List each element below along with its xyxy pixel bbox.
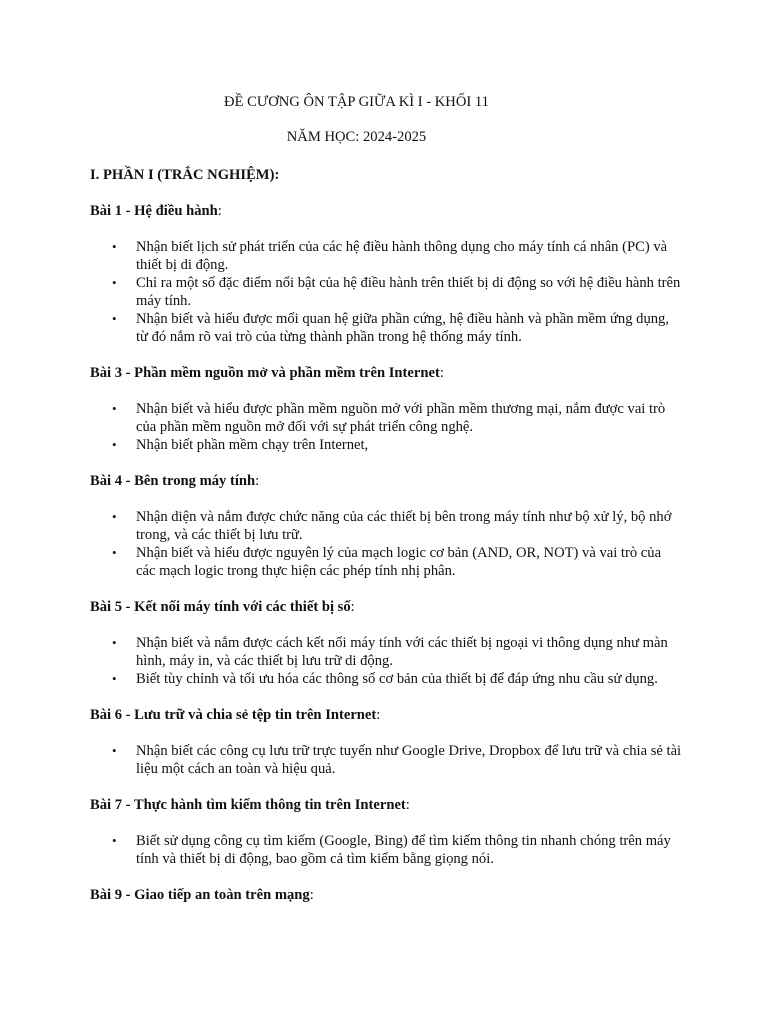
list-item xyxy=(112,508,684,544)
list-item-text: Nhận biết phần mềm chạy trên Internet, xyxy=(136,437,369,453)
lesson-points xyxy=(90,634,690,688)
list-item-text: Nhận biết lịch sử phát triển của các hệ điều hành thông dụng cho máy tính cá nhân (PC) và thiết bị di động. xyxy=(136,239,668,273)
lesson-title-colon: : xyxy=(376,707,381,723)
document-page xyxy=(90,93,690,904)
list-item-text: Nhận biết và nắm được cách kết nối máy tính với các thiết bị ngoại vi thông dụng như màn hình, máy in, và các thiết bị lưu trữ di động. xyxy=(136,635,668,669)
bullet-icon: • xyxy=(112,311,117,326)
lesson-points xyxy=(90,832,690,868)
lesson-title-colon: : xyxy=(255,473,260,489)
lesson-title: Bài 5 - Kết nối máy tính với các thiết bị số xyxy=(90,599,351,615)
list-item xyxy=(112,274,684,310)
lesson-points xyxy=(90,400,690,454)
school-year: NĂM HỌC: 2024-2025 xyxy=(286,129,427,145)
bullet-icon: • xyxy=(112,833,117,848)
lesson-title: Bài 7 - Thực hành tìm kiếm thông tin trên Internet xyxy=(90,797,406,813)
list-item-text: Biết tùy chỉnh và tối ưu hóa các thông số cơ bản của thiết bị để đáp ứng nhu cầu sử dụng. xyxy=(136,671,658,687)
lesson-title: Bài 6 - Lưu trữ và chia sẻ tệp tin trên Internet xyxy=(90,707,377,723)
list-item-text: Chỉ ra một số đặc điểm nổi bật của hệ điều hành trên thiết bị di động so với hệ điều hành trên máy tính. xyxy=(136,275,681,309)
list-item-text: Biết sử dụng công cụ tìm kiếm (Google, Bing) để tìm kiếm thông tin nhanh chóng trên máy tính và thiết bị di động, bao gồm cả tìm kiếm bằng giọng nói. xyxy=(136,833,671,867)
bullet-icon: • xyxy=(112,635,117,650)
lesson-title: Bài 9 - Giao tiếp an toàn trên mạng xyxy=(90,887,310,903)
bullet-icon: • xyxy=(112,437,117,452)
list-item-text: Nhận biết và hiểu được nguyên lý của mạch logic cơ bản (AND, OR, NOT) và vai trò của các mạch logic trong thực hiện các phép tính nhị phân. xyxy=(136,545,662,579)
list-item-text: Nhận biết các công cụ lưu trữ trực tuyến như Google Drive, Dropbox để lưu trữ và chia sẻ tài liệu một cách an toàn và hiệu quả. xyxy=(136,743,682,777)
list-item-text: Nhận diện và nắm được chức năng của các thiết bị bên trong máy tính như bộ xử lý, bộ nhớ trong, và các thiết bị lưu trữ. xyxy=(136,509,672,543)
lessons-list xyxy=(90,202,690,904)
lesson-title: Bài 4 - Bên trong máy tính xyxy=(90,473,256,489)
lesson-title-colon: : xyxy=(217,203,222,219)
list-item xyxy=(112,742,684,778)
lesson-title-colon: : xyxy=(439,365,444,381)
list-item-text: Nhận biết và hiểu được mối quan hệ giữa phần cứng, hệ điều hành và phần mềm ứng dụng, từ đó nắm rõ vai trò của từng thành phần trong hệ thống máy tính. xyxy=(136,311,669,345)
part-heading: I. PHẦN I (TRẮC NGHIỆM): xyxy=(90,167,280,183)
list-item xyxy=(112,400,684,436)
list-item xyxy=(112,832,684,868)
lesson-title: Bài 3 - Phần mềm nguồn mở và phần mềm trên Internet xyxy=(90,365,440,381)
list-item xyxy=(112,670,684,688)
bullet-icon: • xyxy=(112,509,117,524)
bullet-icon: • xyxy=(112,275,117,290)
lesson-heading xyxy=(90,472,690,490)
lesson-points xyxy=(90,508,690,580)
lesson-heading xyxy=(90,796,690,814)
lesson-heading xyxy=(90,886,690,904)
list-item xyxy=(112,436,684,454)
list-item-text: Nhận biết và hiểu được phần mềm nguồn mở với phần mềm thương mại, nắm được vai trò của phần mềm nguồn mở đối với sự phát triển công nghệ. xyxy=(136,401,666,435)
bullet-icon: • xyxy=(112,743,117,758)
bullet-icon: • xyxy=(112,239,117,254)
list-item xyxy=(112,310,684,346)
document-title: ĐỀ CƯƠNG ÔN TẬP GIỮA KÌ I - KHỐI 11 xyxy=(224,94,489,110)
lesson-title: Bài 1 - Hệ điều hành xyxy=(90,203,218,219)
bullet-icon: • xyxy=(112,671,117,686)
list-item xyxy=(112,238,684,274)
lesson-heading xyxy=(90,202,690,220)
list-item xyxy=(112,544,684,580)
lesson-title-colon: : xyxy=(309,887,314,903)
lesson-heading xyxy=(90,598,690,616)
bullet-icon: • xyxy=(112,401,117,416)
lesson-points xyxy=(90,238,690,346)
lesson-title-colon: : xyxy=(405,797,410,813)
lesson-title-colon: : xyxy=(350,599,355,615)
list-item xyxy=(112,634,684,670)
lesson-heading xyxy=(90,706,690,724)
lesson-heading xyxy=(90,364,690,382)
bullet-icon: • xyxy=(112,545,117,560)
lesson-points xyxy=(90,742,690,778)
